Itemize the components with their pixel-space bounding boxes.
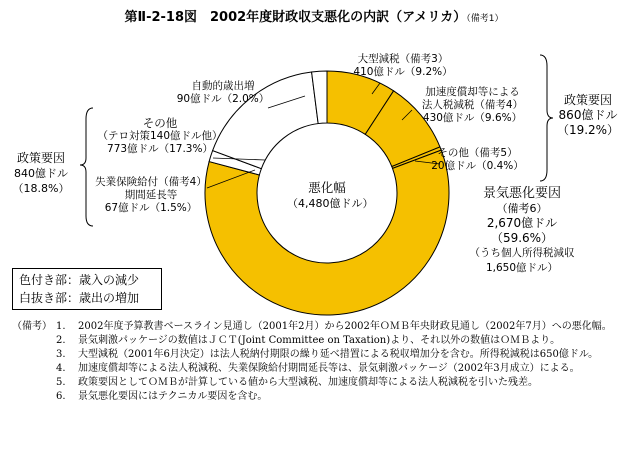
note-row: 3. 大型減税（2001年6月決定）は法人税納付期限の繰り延べ措置による税収増加分を含む。所得税減税は650億ドル。	[56, 349, 599, 360]
label-other-right: その他（備考5） 20億ドル（0.4%）	[431, 147, 524, 172]
legend-item-revenue: 色付き部：歳入の減少	[19, 273, 140, 287]
label-unemployment: 失業保険給付（備考4） 期間延長等 67億ドル（1.5%）	[95, 176, 207, 214]
note-row: 6. 景気悪化要因にはテクニカル要因を含む。	[56, 391, 268, 402]
note-row: 4. 加速度償却等による法人税減税、失業保険給付期間延長等は、景気刺激パッケージ（2002年3月成立）による。	[56, 363, 580, 374]
legend-item-spending: 白抜き部：歳出の増加	[19, 291, 140, 305]
label-tax-cut: 大型減税（備考3） 410億ドル（9.2%）	[353, 53, 453, 78]
label-policy-left: 政策要因 840億ドル （18.8%）	[12, 151, 70, 195]
label-policy-right: 政策要因 860億ドル （19.2%）	[556, 93, 620, 137]
label-cyclical: 景気悪化要因 （備考6） 2,670億ドル （59.6%） （うち個人所得税減収 1,650億ドル）	[469, 186, 575, 274]
chart-title: 第Ⅱ-2-18図 2002年度財政収支悪化の内訳（アメリカ）（備考1）	[124, 10, 504, 25]
legend	[12, 268, 162, 310]
label-depreciation: 加速度償却等による 法人税減税（備考4） 430億ドル（9.6%）	[421, 86, 524, 124]
center-label: 悪化幅 （4,480億ドル）	[287, 180, 374, 210]
label-auto-spending: 自動的歳出増 90億ドル（2.0%）	[176, 80, 270, 105]
label-other-left: その他 （テロ対策140億ドル他） 773億ドル（17.3%）	[97, 116, 223, 155]
notes	[12, 320, 618, 404]
note-row: （備考） 1. 2002年度予算教書ベースライン見通し（2001年2月）から2002年ＯＭＢ年央財政見通し（2002年7月）への悪化幅。	[12, 321, 612, 332]
note-row: 2. 景気刺激パッケージの数値はＪＣＴ(Joint Committee on Taxation)より、それ以外の数値はＯＭＢより。	[56, 335, 561, 346]
note-row: 5. 政策要因としてＯＭＢが計算している値から大型減税、加速度償却等による法人税減税を引いた残差。	[56, 377, 538, 388]
